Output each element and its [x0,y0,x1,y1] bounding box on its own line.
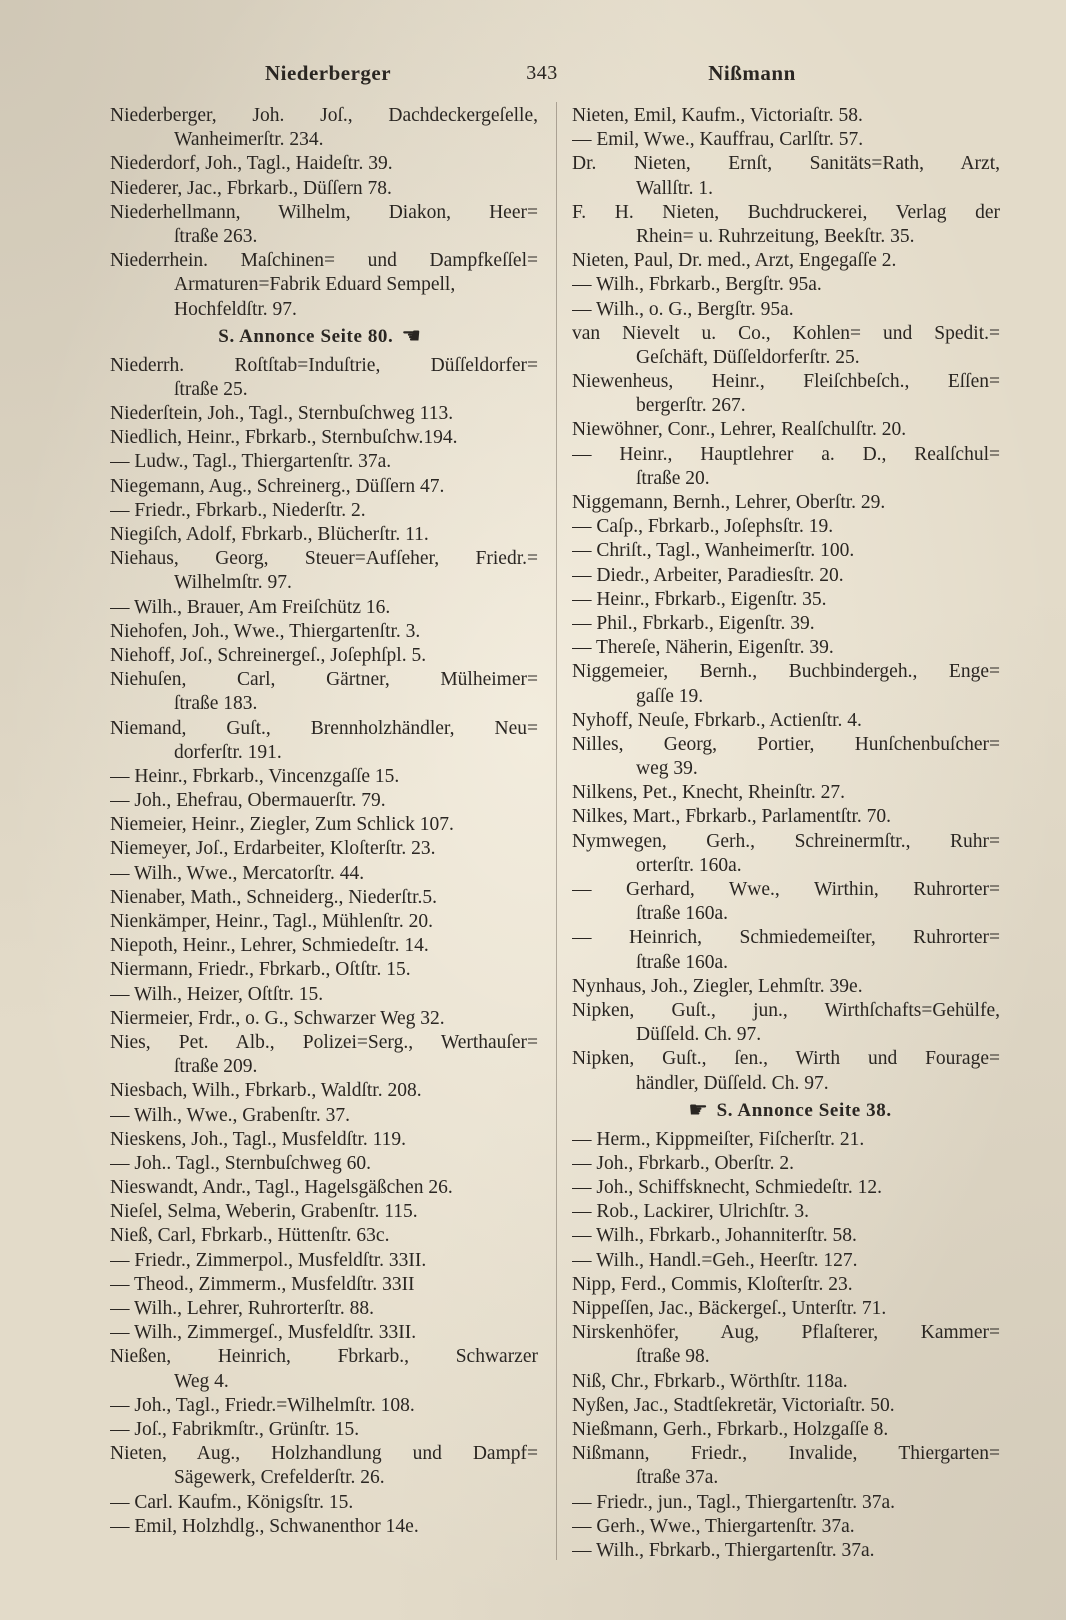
entry-line: Nießmann, Gerh., Fbrkarb., Holzgaſſe 8. [572,1418,889,1440]
entry-line: Dr. Nieten, Ernſt, Sanitäts=Rath, Arzt, [572,153,1000,175]
entry-line: Nippeſſen, Jac., Bäckergeſ., Unterſtr. 71. [572,1298,887,1319]
entry-line: — Joh., Ehefrau, Obermauerſtr. 79. [110,790,386,812]
directory-entry [572,709,1000,733]
entry-continuation-line: ſtraße 263. [174,225,258,247]
directory-entry [572,878,1000,926]
entry-line: Nieten, Aug., Holzhandlung und Dampf= [110,1443,538,1465]
entry-line: — Heinrich, Schmiedemeiſter, Ruhrorter= [572,927,1000,949]
entry-line: — Wilh., Handl.=Geh., Heerſtr. 127. [572,1249,858,1271]
entry-line: Niemand, Guſt., Brennholzhändler, Neu= [110,717,538,739]
directory-entry [110,1104,538,1128]
entry-line: Niermeier, Frdr., o. G., Schwarzer Weg 32. [110,1007,445,1029]
directory-entry [572,1224,1000,1248]
directory-entry [572,1176,1000,1200]
entry-continuation-line: Wilhelmſtr. 97. [174,572,292,594]
directory-entry [110,837,538,861]
directory-entry [572,1249,1000,1273]
entry-continuation-line: Weg 4. [174,1370,229,1392]
directory-entry [110,958,538,982]
entry-line: Nißmann, Friedr., Invalide, Thiergarten= [572,1443,1000,1465]
directory-entry [572,660,1000,708]
directory-entry [110,354,538,402]
entry-line: Nipken, Guſt., ſen., Wirth und Fourage= [572,1048,1000,1070]
entry-line: — Rob., Lackirer, Ulrichſtr. 3. [572,1201,809,1223]
directory-entry [572,733,1000,781]
entry-line: Nyßen, Jac., Stadtſekretär, Victoriaſtr. 50. [572,1394,895,1416]
directory-entry [110,1224,538,1248]
directory-entry [572,1321,1000,1369]
entry-continuation-line: händler, Düſſeld. Ch. 97. [636,1072,829,1094]
directory-entry [572,104,1000,128]
entry-line: Niegiſch, Adolf, Fbrkarb., Blücherſtr. 11. [110,524,429,545]
entry-line: — Emil, Wwe., Kauffrau, Carlſtr. 57. [572,129,864,151]
entry-line: Niß, Chr., Fbrkarb., Wörthſtr. 118a. [572,1370,848,1392]
entry-line: — Wilh., Fbrkarb., Johanniterſtr. 58. [572,1225,857,1247]
entry-line: Niederberger, Joh. Joſ., Dachdeckergeſelle, [110,105,538,126]
entry-line: F. H. Nieten, Buchdruckerei, Verlag der [572,201,1000,223]
directory-entry [110,765,538,789]
directory-entry [572,1273,1000,1297]
directory-entry [572,975,1000,999]
directory-entry [572,830,1000,878]
directory-entry [110,450,538,474]
directory-entry [572,370,1000,418]
right-column [572,104,1000,1563]
entry-continuation-line: Hochfeldſtr. 97. [174,298,297,320]
entry-continuation-line: Wallſtr. 1. [636,177,713,199]
entry-line: Nieswandt, Andr., Tagl., Hagelsgäßchen 26. [110,1177,453,1199]
entry-continuation-line: ſtraße 183. [174,693,258,715]
entry-continuation-line: Geſchäft, Düſſeldorferſtr. 25. [636,346,860,368]
entry-line: Nilles, Georg, Portier, Hunſchenbuſcher= [572,733,1000,755]
directory-entry [110,644,538,668]
directory-entry [110,547,538,595]
directory-entry [110,668,538,716]
directory-entry [110,620,538,644]
directory-entry [110,1079,538,1103]
entry-line: Nynhaus, Joh., Ziegler, Lehmſtr. 39e. [572,975,863,997]
notice-text: S. Annonce Seite 38. [716,1099,892,1121]
directory-entry [110,1200,538,1224]
advertisement-notice [110,322,538,352]
directory-entry [110,152,538,176]
directory-entry [110,813,538,837]
directory-entry [572,443,1000,491]
directory-entry [572,1370,1000,1394]
entry-line: Nymwegen, Gerh., Schreinermſtr., Ruhr= [572,830,1000,852]
entry-continuation-line: bergerſtr. 267. [636,395,746,417]
entry-line: Niermann, Friedr., Fbrkarb., Oſtſtr. 15. [110,959,411,981]
directory-entry [572,491,1000,515]
entry-line: Niehaus, Georg, Steuer=Aufſeher, Friedr.= [110,548,538,570]
directory-entry [110,789,538,813]
entry-line: Nienkämper, Heinr., Tagl., Mühlenſtr. 20. [110,911,433,932]
directory-entry [110,1345,538,1393]
directory-entry [572,273,1000,297]
entry-line: Niemeyer, Joſ., Erdarbeiter, Kloſterſtr. 23. [110,838,436,860]
entry-line: — Wilh., Lehrer, Ruhrorterſtr. 88. [110,1298,374,1319]
directory-entry [110,1176,538,1200]
entry-line: Nienaber, Math., Schneiderg., Niederſtr.5. [110,886,438,908]
entry-continuation-line: ſtraße 209. [174,1056,258,1078]
entry-line: — Joh., Schiffsknecht, Schmiedeſtr. 12. [572,1177,882,1199]
entry-line: — Gerh., Wwe., Thiergartenſtr. 37a. [572,1515,855,1537]
entry-line: Niehoff, Joſ., Schreinergeſ., Joſephſpl. 5. [110,644,427,666]
entry-line: Niesbach, Wilh., Fbrkarb., Waldſtr. 208. [110,1080,422,1102]
directory-entry [572,1200,1000,1224]
entry-line: van Nievelt u. Co., Kohlen= und Spedit.= [572,322,1000,344]
entry-line: — Phil., Fbrkarb., Eigenſtr. 39. [572,612,815,634]
entry-line: Nirskenhöfer, Aug, Pflaſterer, Kammer= [572,1322,1000,1344]
entry-line: — Wilh., Fbrkarb., Thiergartenſtr. 37a. [572,1539,875,1561]
directory-entry [572,588,1000,612]
page-number: 343 [526,62,558,84]
entry-continuation-line: Düſſeld. Ch. 97. [636,1024,762,1046]
directory-entry [110,402,538,426]
entry-line: Nießen, Heinrich, Fbrkarb., Schwarzer [110,1346,538,1368]
entry-line: — Gerhard, Wwe., Wirthin, Ruhrorter= [572,879,1000,900]
entry-line: Niederdorf, Joh., Tagl., Haideſtr. 39. [110,153,393,175]
directory-entry [110,475,538,499]
directory-entry [110,886,538,910]
directory-entry [110,1442,538,1490]
column-divider [556,102,557,1560]
directory-entry [110,499,538,523]
pointing-hand-right-icon: ☛ [688,1097,709,1123]
entry-continuation-line: weg 39. [636,758,698,780]
directory-entry [572,1297,1000,1321]
directory-entry [572,1152,1000,1176]
entry-line: Nieſel, Selma, Weberin, Grabenſtr. 115. [110,1201,418,1223]
entry-continuation-line: ſtraße 37a. [636,1467,719,1489]
entry-continuation-line: Wanheimerſtr. 234. [174,129,324,151]
entry-line: — Wilh., Wwe., Grabenſtr. 37. [110,1104,351,1126]
entry-line: Niggemeier, Bernh., Buchbindergeh., Enge= [572,661,1000,683]
notice-text: S. Annonce Seite 80. [218,325,394,347]
directory-entry [572,128,1000,152]
left-column [110,104,538,1539]
advertisement-notice [572,1096,1000,1126]
directory-entry [572,1047,1000,1095]
directory-entry [572,781,1000,805]
directory-entry [110,934,538,958]
directory-entry [110,177,538,201]
directory-entry [110,1321,538,1345]
directory-entry [110,1007,538,1031]
directory-entry [110,1128,538,1152]
entry-line: — Diedr., Arbeiter, Paradiesſtr. 20. [572,564,844,586]
directory-entry [110,426,538,450]
entry-continuation-line: ſtraße 25. [174,378,248,400]
entry-continuation-line: ſtraße 98. [636,1346,710,1368]
entry-line: Niewöhner, Conr., Lehrer, Realſchulſtr. 20. [572,419,907,441]
entry-line: Nipken, Guſt., jun., Wirthſchafts=Gehülfe, [572,999,1000,1021]
entry-line: Nyhoff, Neuſe, Fbrkarb., Actienſtr. 4. [572,709,862,731]
entry-continuation-line: Armaturen=Fabrik Eduard Sempell, [174,274,456,296]
directory-entry [572,201,1000,249]
entry-line: — Ludw., Tagl., Thiergartenſtr. 37a. [110,451,392,473]
directory-entry [110,596,538,620]
directory-entry [572,322,1000,370]
directory-entry [110,910,538,934]
entry-line: — Friedr., jun., Tagl., Thiergartenſtr. 37a. [572,1491,896,1513]
entry-line: — Heinr., Hauptlehrer a. D., Realſchul= [572,443,1000,465]
entry-line: — Caſp., Fbrkarb., Joſephsſtr. 19. [572,516,834,538]
entry-line: — Friedr., Zimmerpol., Musfeldſtr. 33II. [110,1249,427,1271]
entry-line: — Joh.. Tagl., Sternbuſchweg 60. [110,1152,371,1174]
directory-entry [110,523,538,547]
directory-entry [110,1273,538,1297]
entry-line: Niederrhein. Maſchinen= und Dampfkeſſel= [110,250,538,272]
directory-entry [572,1128,1000,1152]
entry-line: Nieß, Carl, Fbrkarb., Hüttenſtr. 63c. [110,1225,390,1247]
directory-entry [572,418,1000,442]
entry-line: Niehofen, Joh., Wwe., Thiergartenſtr. 3. [110,620,421,642]
directory-entry [110,201,538,249]
entry-continuation-line: orterſtr. 160a. [636,854,742,876]
entry-line: — Carl. Kaufm., Königsſtr. 15. [110,1491,354,1513]
entry-line: Nipp, Ferd., Commis, Kloſterſtr. 23. [572,1273,853,1295]
directory-entry [572,1394,1000,1418]
directory-entry [572,926,1000,974]
directory-entry [572,298,1000,322]
entry-line: Nieten, Paul, Dr. med., Arzt, Engegaſſe 2. [572,250,897,272]
entry-line: — Emil, Holzhdlg., Schwanenthor 14e. [110,1515,419,1537]
entry-continuation-line: ſtraße 160a. [636,903,729,925]
directory-entry [572,999,1000,1047]
entry-line: Niewenheus, Heinr., Fleiſchbeſch., Eſſen= [572,371,1000,393]
entry-line: Niepoth, Heinr., Lehrer, Schmiedeſtr. 14. [110,935,429,957]
directory-entry [572,1515,1000,1539]
directory-entry [110,1249,538,1273]
directory-entry [110,1031,538,1079]
entry-line: — Thereſe, Näherin, Eigenſtr. 39. [572,637,834,659]
directory-entry [110,104,538,152]
entry-line: Nilkes, Mart., Fbrkarb., Parlamentſtr. 70. [572,806,891,828]
entry-line: — Joſ., Fabrikmſtr., Grünſtr. 15. [110,1418,360,1440]
entry-line: Niederrh. Roſtſtab=Induſtrie, Düſſeldorfer= [110,354,538,376]
entry-continuation-line: Sägewerk, Crefelderſtr. 26. [174,1467,385,1489]
directory-entry [110,983,538,1007]
directory-entry [572,1539,1000,1563]
entry-line: — Wilh., Wwe., Mercatorſtr. 44. [110,862,365,884]
directory-entry [110,1152,538,1176]
entry-line: — Friedr., Fbrkarb., Niederſtr. 2. [110,499,366,521]
entry-line: — Chriſt., Tagl., Wanheimerſtr. 100. [572,540,855,562]
directory-entry [572,805,1000,829]
directory-entry [572,636,1000,660]
entry-line: Nilkens, Pet., Knecht, Rheinſtr. 27. [572,782,845,804]
entry-line: Niehuſen, Carl, Gärtner, Mülheimer= [110,669,538,691]
entry-continuation-line: ſtraße 20. [636,467,710,489]
directory-entry [110,1297,538,1321]
directory-entry [572,1418,1000,1442]
entry-line: — Herm., Kippmeiſter, Fiſcherſtr. 21. [572,1128,865,1150]
directory-entry [110,717,538,765]
entry-line: — Joh., Fbrkarb., Oberſtr. 2. [572,1152,795,1174]
entry-continuation-line: ſtraße 160a. [636,951,729,973]
entry-line: Niederſtein, Joh., Tagl., Sternbuſchweg 113. [110,403,454,425]
entry-line: Nies, Pet. Alb., Polizei=Serg., Werthauſer= [110,1031,538,1053]
running-head-left: Niederberger [264,61,392,85]
entry-continuation-line: Rhein= u. Ruhrzeitung, Beekſtr. 35. [636,225,915,247]
entry-line: Nieten, Emil, Kaufm., Victoriaſtr. 58. [572,105,863,126]
entry-line: — Wilh., Fbrkarb., Bergſtr. 95a. [572,274,822,296]
directory-entry [572,1442,1000,1490]
directory-entry [572,1491,1000,1515]
entry-line: Niederhellmann, Wilhelm, Diakon, Heer= [110,201,538,223]
directory-entry [110,1515,538,1539]
pointing-hand-left-icon: ☚ [401,323,422,349]
entry-line: — Heinr., Fbrkarb., Eigenſtr. 35. [572,588,827,610]
directory-entry [110,1491,538,1515]
entry-continuation-line: gaſſe 19. [636,685,704,707]
directory-entry [572,249,1000,273]
directory-entry [572,152,1000,200]
directory-entry [572,515,1000,539]
running-head-right: Nißmann [708,61,796,85]
entry-line: Niegemann, Aug., Schreinerg., Düſſern 47. [110,475,445,497]
entry-line: Niedlich, Heinr., Fbrkarb., Sternbuſchw.194. [110,427,458,449]
entry-continuation-line: dorferſtr. 191. [174,741,282,763]
entry-line: Nieskens, Joh., Tagl., Musfeldſtr. 119. [110,1128,406,1150]
directory-entry [110,862,538,886]
entry-line: — Wilh., Zimmergeſ., Musfeldſtr. 33II. [110,1322,417,1344]
directory-entry [572,539,1000,563]
entry-line: — Joh., Tagl., Friedr.=Wilhelmſtr. 108. [110,1394,415,1416]
entry-line: — Theod., Zimmerm., Musfeldſtr. 33II [110,1273,415,1295]
directory-entry [572,564,1000,588]
entry-line: Niggemann, Bernh., Lehrer, Oberſtr. 29. [572,492,886,513]
entry-line: — Wilh., Heizer, Oſtſtr. 15. [110,983,324,1005]
entry-line: Niederer, Jac., Fbrkarb., Düſſern 78. [110,177,392,199]
directory-entry [110,1394,538,1418]
directory-entry [110,1418,538,1442]
entry-line: Niemeier, Heinr., Ziegler, Zum Schlick 107. [110,814,454,836]
directory-entry [572,612,1000,636]
entry-line: — Wilh., Brauer, Am Freiſchütz 16. [110,596,391,618]
entry-line: — Wilh., o. G., Bergſtr. 95a. [572,298,794,320]
directory-entry [110,249,538,322]
entry-line: — Heinr., Fbrkarb., Vincenzgaſſe 15. [110,765,400,787]
